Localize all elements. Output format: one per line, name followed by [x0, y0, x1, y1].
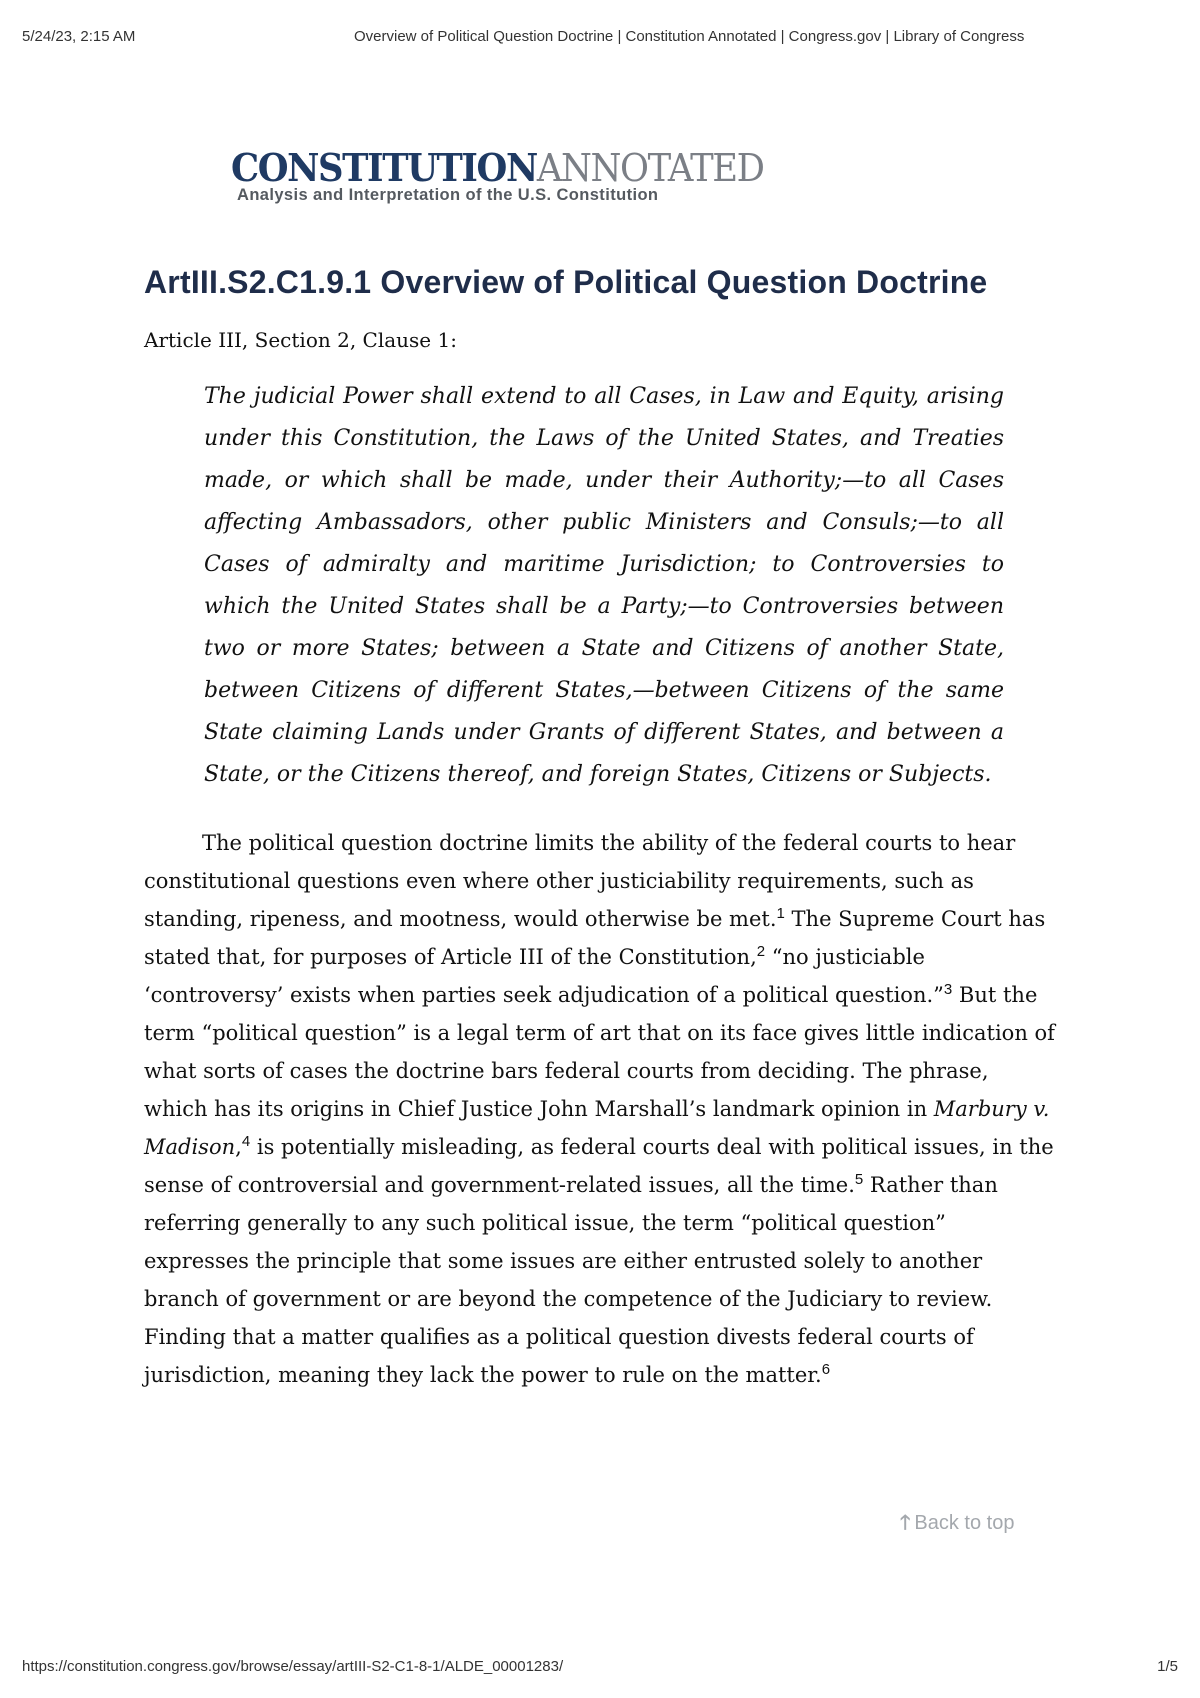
body-text: The political question doctrine limits the ability of the federal courts to hear constitutional questions even where other justiciability requirements, such as standing, ripeness, and mootness, would otherwise be met. [144, 831, 1016, 931]
footnote-link-3[interactable]: 3 [943, 981, 953, 998]
back-to-top-link[interactable] [900, 1508, 1014, 1542]
logo-word-annotated: ANNOTATED [536, 146, 764, 190]
arrow-up-icon: 🡑 [900, 1512, 911, 1534]
footnote-link-2[interactable]: 2 [756, 943, 766, 960]
footnote-link-4[interactable]: 4 [241, 1133, 251, 1150]
print-footer [22, 1658, 1178, 1680]
body-text: But the term “political question” is a legal term of art that on its face gives little indication of what sorts of cases the doctrine bars federal courts from deciding. The phrase, which has its origins in Chief Justice John Marshall’s landmark opinion in [144, 983, 1055, 1121]
print-header [22, 28, 1178, 50]
print-url: https://constitution.congress.gov/browse/essay/artIII-S2-C1-8-1/ALDE_00001283/ [22, 1658, 564, 1675]
clause-label: Article III, Section 2, Clause 1: [144, 328, 457, 352]
body-paragraph [144, 824, 1056, 1394]
essay-content [144, 258, 1056, 1394]
footnote-link-5[interactable]: 5 [854, 1171, 864, 1188]
logo-word-constitution: CONSTITUTION [231, 145, 537, 190]
back-to-top-label: Back to top [914, 1512, 1015, 1534]
page-number: 1/5 [1157, 1658, 1178, 1675]
body-text: The Supreme Court has stated that, for purposes of Article III of the Constitution, [144, 907, 1046, 969]
page-title: ArtIII.S2.C1.9.1 Overview of Political Question Doctrine [144, 264, 988, 300]
case-name: Marbury v. Madison [144, 1097, 1050, 1159]
body-text: “no justiciable ‘controversy’ exists when parties seek adjudication of a political question.” [144, 945, 944, 1007]
logo-tagline: Analysis and Interpretation of the U.S. Constitution [237, 186, 659, 204]
footnote-link-6[interactable]: 6 [821, 1361, 831, 1378]
footnote-link-1[interactable]: 1 [776, 905, 785, 922]
clause-text: The judicial Power shall extend to all Cases, in Law and Equity, arising under this Constitution, the Laws of the United States, and Treaties made, or which shall be made, under their Authority;—to all Cases affecting Ambassadors, other public Ministers and Consuls;—to all Cases of admiralty and maritime Jurisdiction; to Controversies to which the United States shall be a Party;—to Controversies between two or more States; between a State and Citizens of another State, between Citizens of different States,—between Citizens of the same State claiming Lands under Grants of different States, and between a State, or the Citizens thereof, and foreign States, Citizens or Subjects. [204, 384, 1004, 787]
body-text: , [235, 1135, 242, 1159]
body-text: Rather than referring generally to any such political issue, the term “political question” expresses the principle that some issues are either entrusted solely to another branch of government or are beyond the competence of the Judiciary to review. Finding that a matter qualifies as a political question divests federal courts of jurisdiction, meaning they lack the power to rule on the matter. [144, 1173, 998, 1387]
logo-wordmark [231, 146, 789, 190]
print-page-title: Overview of Political Question Doctrine | Constitution Annotated | Congress.gov | Library of Congress [354, 28, 1025, 45]
body-text: is potentially misleading, as federal courts deal with political issues, in the sense of controversial and government-related issues, all the time. [144, 1135, 1054, 1197]
print-date: 5/24/23, 2:15 AM [22, 28, 136, 45]
constitution-annotated-logo[interactable] [231, 146, 831, 212]
